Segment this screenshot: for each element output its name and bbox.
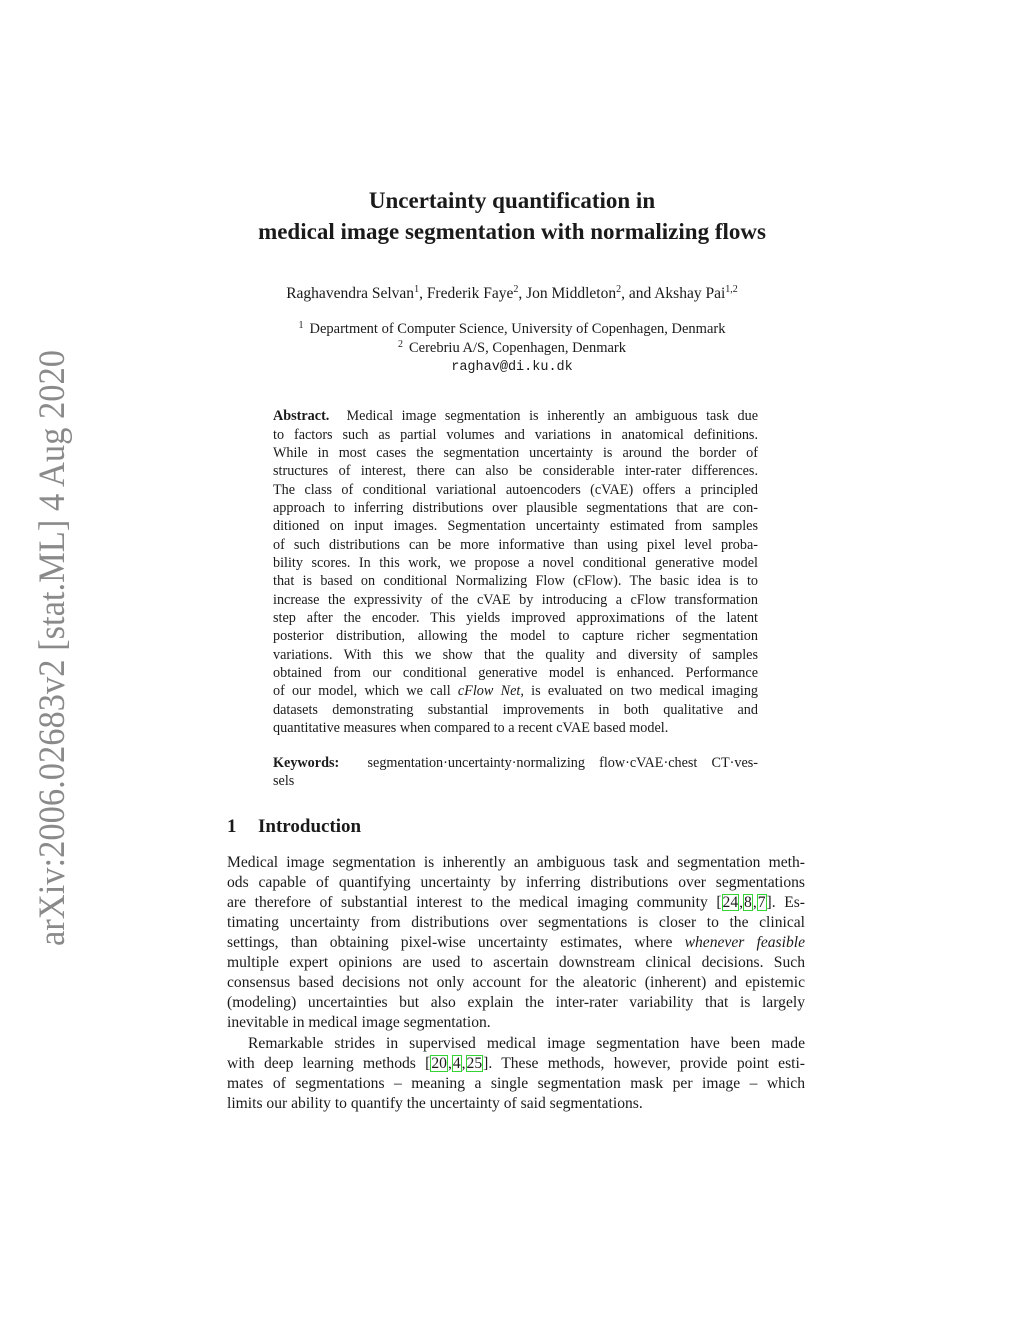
keywords-line: Keywords: segmentation·uncertainty·normalizing flow·cVAE·chest CT·ves- <box>273 755 758 771</box>
abstract-line: of our model, which we call cFlow Net, is evaluated on two medical imaging <box>273 683 758 699</box>
abstract-line: step after the encoder. This yields improved approximations of the latent <box>273 610 758 626</box>
citation-link[interactable]: 8 <box>744 894 752 911</box>
author-1-affil: 1 <box>414 284 420 295</box>
arxiv-stamp <box>14 348 76 946</box>
body-line: ods capable of quantifying uncertainty by inferring distributions over segmentations <box>227 874 805 891</box>
affiliation-1-mark: 1 <box>298 320 304 331</box>
abstract-line: increase the expressivity of the cVAE by introducing a cFlow transformation <box>273 592 758 608</box>
author-4: , and Akshay Pai <box>621 285 726 302</box>
abstract-line: that is based on conditional Normalizing Flow (cFlow). The basic idea is to <box>273 573 758 589</box>
paper-title-line-1: Uncertainty quantification in <box>368 188 656 213</box>
abstract-line: structures of interest, there can also be considerable inter-rater differences. <box>273 463 758 479</box>
abstract-line: of such distributions can be more informative than using pixel level proba- <box>273 537 758 553</box>
model-name: cFlow Net, <box>457 683 524 699</box>
body-line: limits our ability to quantify the uncertainty of said segmentations. <box>227 1095 643 1112</box>
body-line: inevitable in medical image segmentation. <box>227 1014 491 1031</box>
citation-link[interactable]: 20 <box>431 1055 447 1072</box>
author-4-affil: 1,2 <box>725 284 738 295</box>
abstract-label: Abstract. <box>273 408 330 424</box>
abstract-line: variations. With this we show that the quality and diversity of samples <box>273 647 758 663</box>
author-3-affil: 2 <box>616 284 622 295</box>
abstract-line: The class of conditional variational autoencoders (cVAE) offers a principled <box>273 482 758 498</box>
body-line: Remarkable strides in supervised medical image segmentation have been made <box>248 1035 805 1052</box>
body-line: Medical image segmentation is inherently an ambiguous task and segmentation meth- <box>227 854 805 871</box>
abstract-line: obtained from our conditional generative model is enhanced. Performance <box>273 665 758 681</box>
emphasis: whenever feasible <box>684 934 805 951</box>
keywords-line: sels <box>273 773 295 789</box>
affiliation-1 <box>0 320 1024 338</box>
abstract-line: Abstract. Medical image segmentation is inherently an ambiguous task due <box>273 408 758 424</box>
body-line: settings, than obtaining pixel-wise uncertainty estimates, where whenever feasible <box>227 934 805 951</box>
affiliation-2 <box>0 339 1024 357</box>
citation-link[interactable]: 4 <box>452 1055 461 1072</box>
abstract-line: posterior distribution, allowing the model to capture richer segmentation <box>273 628 758 644</box>
abstract-line: datasets demonstrating substantial improvements in both qualitative and <box>273 702 758 718</box>
paper-title-line-2: medical image segmentation with normalizing flows <box>258 219 766 244</box>
section-title: Introduction <box>258 816 362 837</box>
affiliation-1-text: Department of Computer Science, University of Copenhagen, Denmark <box>309 321 726 337</box>
citation-link[interactable]: 7 <box>757 894 766 911</box>
abstract-line: approach to inferring distributions over plausible segmentations that are con- <box>273 500 758 516</box>
abstract-line: ditioned on input images. Segmentation uncertainty estimated from samples <box>273 518 758 534</box>
author-3: , Jon Middleton <box>518 285 617 302</box>
author-1: Raghavendra Selvan <box>286 285 415 302</box>
citation-link[interactable]: 25 <box>466 1055 483 1072</box>
affiliation-2-text: Cerebriu A/S, Copenhagen, Denmark <box>408 340 627 356</box>
contact-email: raghav@di.ku.dk <box>451 360 573 375</box>
citation-link[interactable]: 24 <box>722 894 739 911</box>
abstract-line: quantitative measures when compared to a recent cVAE based model. <box>273 720 669 736</box>
body-line: mates of segmentations – meaning a single segmentation mask per image – which <box>227 1075 805 1092</box>
affiliation-2-mark: 2 <box>397 339 403 350</box>
author-list <box>0 285 1024 303</box>
body-line: multiple expert opinions are used to ascertain downstream clinical decisions. Such <box>227 954 805 971</box>
body-line: (modeling) uncertainties but also explain the inter-rater variability that is largely <box>227 994 805 1011</box>
body-line: consensus based decisions not only account for the aleatoric (inherent) and epistemic <box>227 974 805 991</box>
body-line: with deep learning methods [20,4,25]. These methods, however, provide point esti- <box>227 1055 805 1072</box>
author-2-affil: 2 <box>513 284 519 295</box>
keywords-label: Keywords: <box>273 755 340 771</box>
abstract-line: to factors such as partial volumes and variations in anatomical definitions. <box>273 427 758 443</box>
section-heading <box>227 816 361 838</box>
abstract-line: While in most cases the segmentation uncertainty is around the border of <box>273 445 758 461</box>
author-2: , Frederik Faye <box>419 285 514 302</box>
section-number: 1 <box>227 816 237 837</box>
body-line: timating uncertainty from distributions over segmentations is closer to the clinical <box>227 914 805 931</box>
arxiv-identifier: arXiv:2006.02683v2 [stat.ML] 4 Aug 2020 <box>31 348 72 946</box>
abstract-line: bility scores. In this work, we propose a novel conditional generative model <box>273 555 758 571</box>
body-line: are therefore of substantial interest to the medical imaging community [24,8,7]. Es- <box>227 894 805 911</box>
